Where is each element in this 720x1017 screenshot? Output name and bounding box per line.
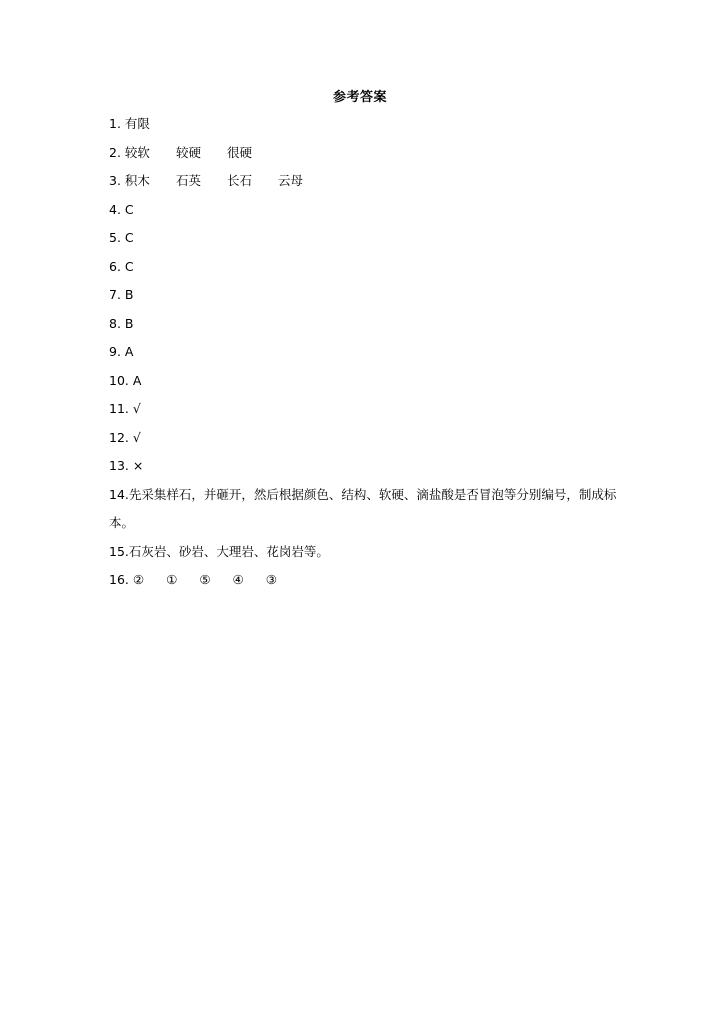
answer-text: B — [124, 315, 134, 331]
answer-part: 云母 — [277, 173, 303, 188]
answer-item-3 — [109, 167, 629, 196]
answer-number: 16. — [109, 572, 129, 587]
answer-number: 9. — [109, 344, 121, 359]
answer-number: 5. — [109, 230, 121, 245]
answer-part: ④ — [232, 572, 244, 587]
answer-text: A — [124, 344, 134, 359]
answer-item-1 — [109, 110, 629, 139]
answer-number: 3. — [109, 173, 121, 188]
answer-part: 长石 — [226, 173, 252, 188]
answer-number: 6. — [109, 258, 121, 274]
answer-text: A — [132, 372, 142, 388]
answer-text: 先采集样石，并砸开，然后根据颜色、结构、软硬、滴盐酸是否冒泡等分别编号，制成标本。 — [109, 486, 617, 530]
answer-item-7 — [109, 281, 629, 310]
answer-part: ② — [132, 572, 145, 587]
answer-text: C — [124, 230, 134, 245]
answer-item-15 — [109, 538, 629, 567]
check-mark: √ — [132, 401, 141, 416]
answer-text: C — [124, 258, 134, 274]
answer-item-8 — [109, 310, 629, 339]
answer-number: 7. — [109, 287, 121, 302]
cross-mark: × — [132, 458, 144, 473]
answer-item-16 — [109, 566, 629, 595]
answer-item-2 — [109, 139, 629, 168]
answer-item-12 — [109, 424, 629, 453]
answer-item-9 — [109, 338, 629, 367]
answer-item-10 — [109, 367, 629, 396]
answer-item-13 — [109, 452, 629, 481]
check-mark: √ — [132, 429, 141, 445]
answer-part: 积木 — [124, 173, 150, 188]
answer-item-14 — [109, 481, 629, 538]
answer-number: 1. — [109, 116, 121, 131]
answer-part: ⑤ — [199, 572, 211, 587]
answer-number: 8. — [109, 315, 121, 331]
answer-number: 13. — [109, 458, 129, 473]
page-title: 参考答案 — [332, 90, 387, 105]
answer-part: 较硬 — [175, 144, 201, 160]
answer-item-6 — [109, 253, 629, 282]
answer-number: 11. — [109, 401, 129, 416]
answer-part: 石英 — [175, 173, 201, 188]
answer-text: C — [124, 201, 134, 217]
answer-item-11 — [109, 395, 629, 424]
answer-number: 15. — [109, 543, 129, 559]
answer-part: 很硬 — [226, 144, 252, 160]
answer-list — [109, 110, 629, 595]
answer-part: 有限 — [124, 116, 150, 131]
answer-text: 石灰岩、砂岩、大理岩、花岗岩等。 — [128, 543, 329, 559]
answer-number: 2. — [109, 144, 121, 160]
answer-part: ① — [166, 572, 178, 587]
answer-item-4 — [109, 196, 629, 225]
answer-number: 14. — [109, 486, 129, 502]
answer-number: 12. — [109, 429, 129, 445]
answer-item-5 — [109, 224, 629, 253]
answer-text: B — [124, 287, 134, 302]
answer-number: 10. — [109, 372, 129, 388]
answer-part: 较软 — [124, 144, 150, 160]
answer-part: ③ — [265, 572, 277, 587]
answer-number: 4. — [109, 201, 121, 217]
